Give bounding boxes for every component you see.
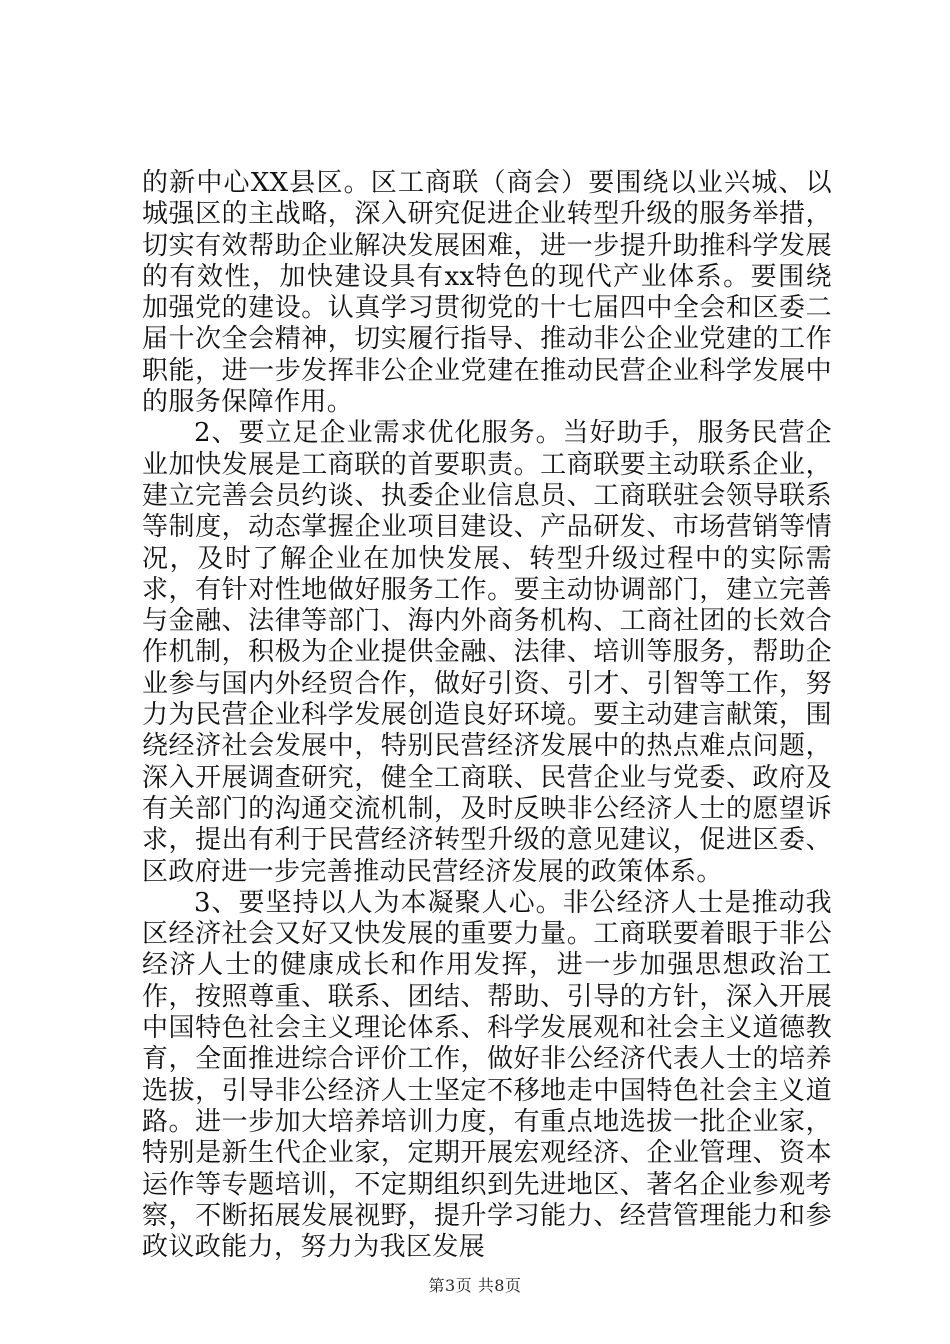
page-footer: 第3页 共8页 — [428, 1276, 522, 1295]
paragraph-item-2: 2、要立足企业需求优化服务。当好助手，服务民营企业加快发展是工商联的首要职责。工商联要主动联系企业，建立完善会员约谈、执委企业信息员、工商联驻会领导联系等制度，动态掌握企业项目建设、产品研发、市场营销等情况，及时了解企业在加快发展、转型升级过程中的实际需求，有针对性地做好服务工作。要主动协调部门，建立完善与金融、法律等部门、海内外商务机构、工商社团的长效合作机制，积极为企业提供金融、法律、培训等服务，帮助企业参与国内外经贸合作，做好引资、引才、引智等工作，努力为民营企业科学发展创造良好环境。要主动建言献策，围绕经济社会发展中，特别民营经济发展中的热点难点问题，深入开展调查研究，健全工商联、民营企业与党委、政府及有关部门的沟通交流机制，及时反映非公经济人士的愿望诉求，提出有利于民营经济转型升级的意见建议，促进区委、区政府进一步完善推动民营经济发展的政策体系。 — [142, 418, 832, 887]
paragraph-item-3: 3、要坚持以人为本凝聚人心。非公经济人士是推动我区经济社会又好又快发展的重要力量。工商联要着眼于非公经济人士的健康成长和作用发挥，进一步加强思想政治工作，按照尊重、联系、团结、帮助、引导的方针，深入开展中国特色社会主义理论体系、科学发展观和社会主义道德教育，全面推进综合评价工作，做好非公经济代表人士的培养选拔，引导非公经济人士坚定不移地走中国特色社会主义道路。进一步加大培养培训力度，有重点地选拔一批企业家，特别是新生代企业家，定期开展宏观经济、企业管理、资本运作等专题培训，不定期组织到先进地区、著名企业参观考察，不断拓展发展视野，提升学习能力、经营管理能力和参政议政能力，努力为我区发展 — [142, 887, 832, 1263]
paragraph-continuation: 的新中心XX县区。区工商联（商会）要围绕以业兴城、以城强区的主战略，深入研究促进企业转型升级的服务举措，切实有效帮助企业解决发展困难，进一步提升助推科学发展的有效性，加快建设具有xx特色的现代产业体系。要围绕加强党的建设。认真学习贯彻党的十七届四中全会和区委二届十次全会精神，切实履行指导、推动非公企业党建的工作职能，进一步发挥非公企业党建在推动民营企业科学发展中的服务保障作用。 — [142, 168, 832, 418]
body-text — [142, 168, 832, 1263]
